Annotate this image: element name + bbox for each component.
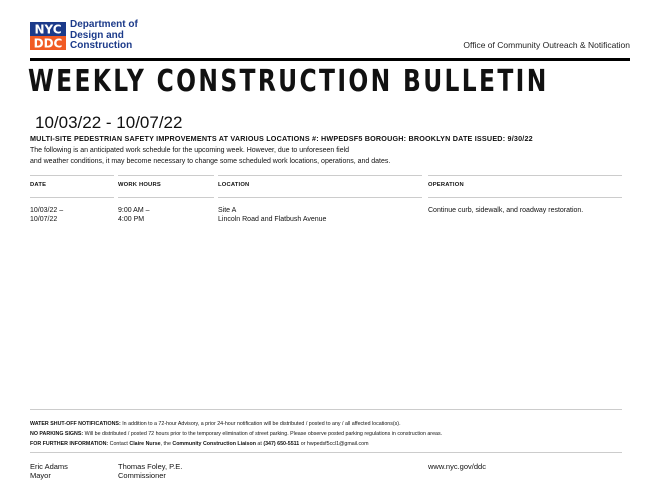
no-parking-label: NO PARKING SIGNS:: [30, 431, 84, 437]
table-row-location: [218, 206, 326, 224]
intro-line-1: The following is an anticipated work schedule for the upcoming week. However, due to unforeseen field: [30, 147, 350, 154]
further-info-note: [30, 439, 630, 449]
bulletin-title: WEEKLY CONSTRUCTION BULLETIN: [28, 64, 549, 99]
intro-line-2: and weather conditions, it may become necessary to change some scheduled work locations, operations, and dates.: [30, 157, 391, 165]
date-start: 10/03/22 –: [30, 207, 64, 214]
further-info-text-1: Contact: [108, 441, 130, 447]
further-info-text-3: at: [255, 441, 264, 447]
department-line-2: Design and: [70, 29, 124, 41]
logo-bottom-text: DDC: [33, 36, 63, 50]
further-info-text-2: , the: [160, 441, 173, 447]
col-header-operation: OPERATION: [428, 182, 464, 188]
no-parking-text: Will be distributed / posted 72 hours prior to the temporary elimination of street parking. Please observe posted parking regulations in construction areas.: [83, 431, 443, 437]
water-shutoff-label: WATER SHUT-OFF NOTIFICATIONS:: [30, 421, 121, 427]
col-header-hours: WORK HOURS: [118, 182, 161, 188]
col-header-location: LOCATION: [218, 182, 250, 188]
col-rule-location-top: [218, 175, 422, 176]
mayor-title: Mayor: [30, 471, 51, 480]
nyc-ddc-logo: [30, 22, 66, 50]
table-row-hours: [118, 206, 150, 224]
date-range: 10/03/22 - 10/07/22: [35, 113, 183, 132]
notes-bottom-rule: [30, 452, 622, 453]
col-rule-operation-bottom: [428, 197, 622, 198]
website-link[interactable]: www.nyc.gov/ddc: [428, 462, 486, 471]
notes-section: [30, 419, 630, 449]
notes-top-rule: [30, 409, 622, 410]
location-site: Site A: [218, 207, 237, 214]
location-address: Lincoln Road and Flatbush Avenue: [218, 216, 327, 223]
mayor-name: Eric Adams: [30, 462, 68, 471]
commissioner-title: Commissioner: [118, 471, 166, 480]
col-header-date: DATE: [30, 182, 47, 188]
no-parking-note: [30, 429, 630, 439]
header-divider: [30, 58, 630, 61]
department-line-3: Construction: [70, 40, 133, 51]
water-shutoff-note: [30, 419, 630, 429]
liaison-title: Community Construction Liaison: [172, 441, 256, 447]
table-row-date: [30, 206, 63, 224]
date-end: 10/07/22: [30, 216, 58, 223]
further-info-label: FOR FURTHER INFORMATION:: [30, 441, 109, 447]
hours-end: 4:00 PM: [118, 216, 145, 223]
table-row-operation: [428, 206, 583, 215]
water-shutoff-text: In addition to a 72-hour Advisory, a prior 24-hour notification will be distributed / posted to any / all affected locations(s).: [120, 421, 401, 427]
col-rule-date-top: [30, 175, 114, 176]
project-info: MULTI-SITE PEDESTRIAN SAFETY IMPROVEMENTS AT VARIOUS LOCATIONS #: HWPEDSF5 BOROUGH: BROOKLYN DATE ISSUED: 9/30/22: [30, 134, 533, 143]
col-rule-date-bottom: [30, 197, 114, 198]
intro-text: [30, 146, 590, 167]
contact-email: or hwpedsf5ccl1@gmail.com: [299, 441, 369, 447]
logo-top-text: NYC: [34, 22, 62, 37]
col-rule-hours-top: [118, 175, 214, 176]
commissioner-name: Thomas Foley, P.E.: [118, 462, 183, 471]
commissioner-block: [118, 462, 182, 480]
col-rule-hours-bottom: [118, 197, 214, 198]
contact-name: Claire Nurse: [129, 441, 161, 447]
operation-text: Continue curb, sidewalk, and roadway restoration.: [428, 207, 584, 214]
contact-phone: (347) 650-5511: [263, 441, 300, 447]
mayor-block: [30, 462, 68, 480]
office-name: Office of Community Outreach & Notification: [463, 40, 630, 50]
col-rule-location-bottom: [218, 197, 422, 198]
hours-start: 9:00 AM –: [118, 207, 150, 214]
department-name: [70, 20, 138, 52]
col-rule-operation-top: [428, 175, 622, 176]
department-line-1: Department of: [70, 19, 138, 30]
